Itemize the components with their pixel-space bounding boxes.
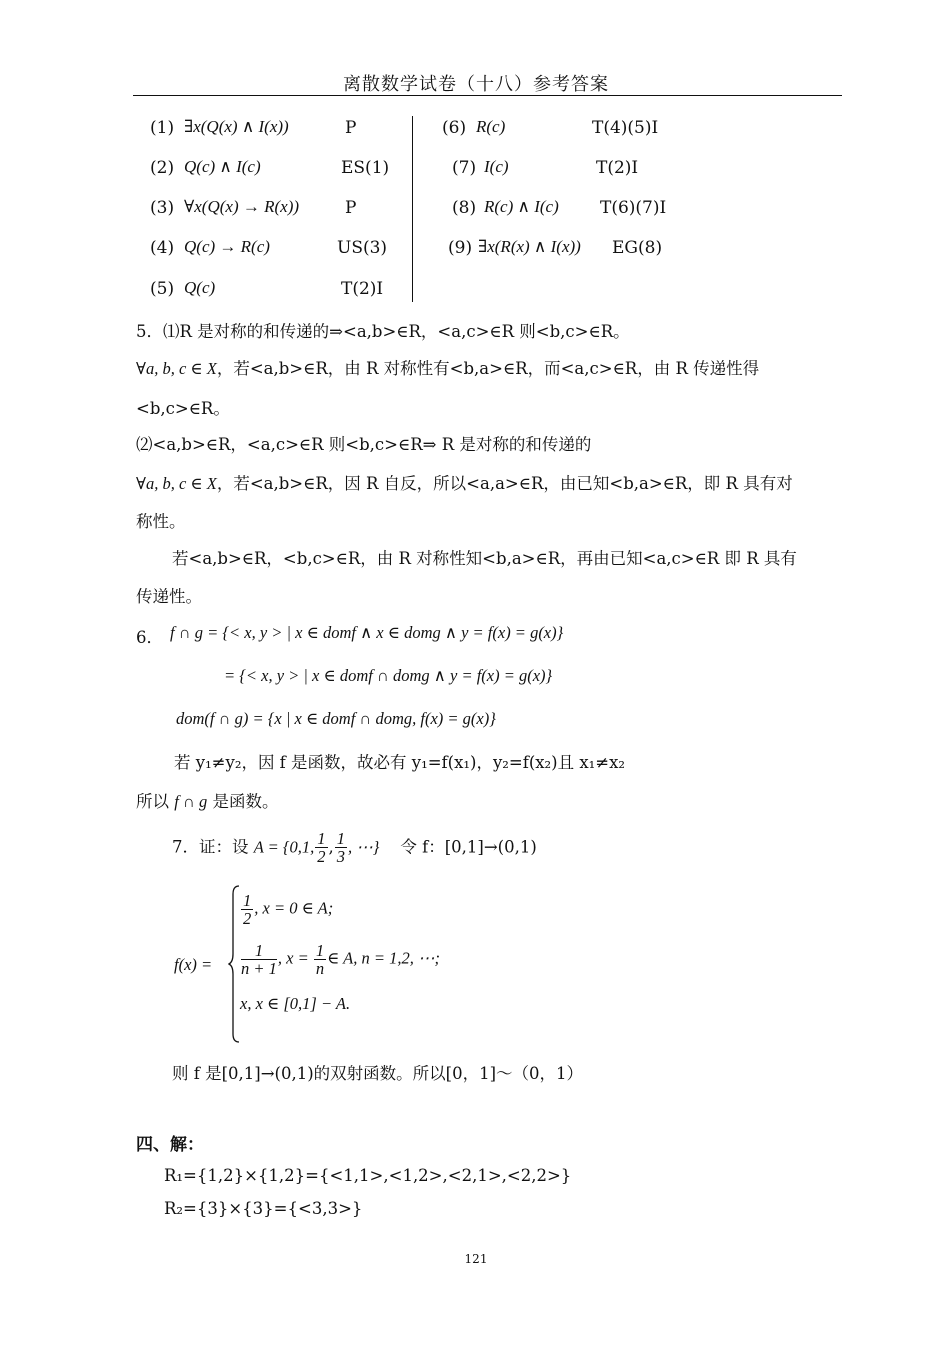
sec7-case3: x, x ∈ [0,1] − A. — [240, 994, 351, 1013]
proof-step-rule: T(2)I — [596, 158, 639, 178]
case2-frac2: $\frac{1}{n}$ — [315, 941, 325, 979]
proof-step-rule: US(3) — [337, 238, 388, 258]
sec6-line5 — [136, 788, 279, 812]
proof-step-rule: P — [345, 198, 357, 218]
proof-step-num: (3) — [150, 198, 175, 218]
sec5-line5 — [136, 470, 793, 494]
sec6-fg: f ∩ g — [174, 792, 208, 811]
page-number: 121 — [464, 1252, 488, 1266]
sec5-line3: <b,c>∈R。 — [136, 399, 230, 418]
sec5-line1: 5．⑴R 是对称的和传递的⇒<a,b>∈R，<a,c>∈R 则<b,c>∈R。 — [136, 322, 630, 341]
proof-step-num: (5) — [150, 279, 175, 299]
sec7-frac-third: $\frac{1}{3}$ — [336, 829, 346, 867]
sec6-eq2: = {< x, y > | x ∈ domf ∩ domg ∧ y = f(x) = g(x)} — [224, 666, 553, 685]
sec5-line4: ⑵<a,b>∈R，<a,c>∈R 则<b,c>∈R⇒ R 是对称的和传递的 — [136, 435, 592, 454]
sec4-r2: R₂={3}×{3}={<3,3>} — [164, 1199, 363, 1218]
sec5-forall: ∀a, b, c ∈ X — [136, 474, 217, 493]
proof-step-formula: ∀x(Q(x) → R(x)) — [184, 197, 300, 216]
proof-step-rule: T(6)(7)I — [600, 198, 667, 218]
sec5-line6: 称性。 — [136, 512, 186, 531]
sec5-line7: 若<a,b>∈R，<b,c>∈R，由 R 对称性知<b,a>∈R，再由已知<a,c>∈R 即 R 具有 — [172, 549, 797, 568]
sec4-title: 四、解： — [136, 1135, 204, 1155]
sec7-fx: f(x) = — [174, 955, 213, 974]
proof-step-rule: T(4)(5)I — [592, 118, 659, 138]
proof-step-num: (7) — [452, 158, 477, 178]
proof-step-formula: R(c) — [476, 117, 506, 136]
sec6-eq3: dom(f ∩ g) = {x | x ∈ domf ∩ domg, f(x) = g(x)} — [176, 709, 496, 728]
sec7-setA-pre: A = {0,1, — [253, 837, 315, 857]
proof-step-formula: Q(c) — [184, 278, 216, 297]
sec7-map: 令 f：[0,1]→(0,1) — [400, 837, 537, 857]
case1-frac: $\frac{1}{2}$ — [243, 891, 252, 929]
proof-step-rule: EG(8) — [612, 238, 663, 258]
sec6-conclusion: 是函数。 — [212, 792, 279, 811]
sec6-so: 所以 — [136, 792, 169, 811]
sec4-r1: R₁={1,2}×{1,2}={<1,1>,<1,2>,<2,1>,<2,2>} — [164, 1166, 572, 1185]
sec6-line4: 若 y₁≠y₂，因 f 是函数，故必有 y₁=f(x₁)，y₂=f(x₂)且 x₁≠x₂ — [174, 753, 626, 772]
proof-step-num: (9) — [448, 238, 473, 258]
proof-step-rule: P — [345, 118, 357, 138]
proof-step-formula: ∃x(Q(x) ∧ I(x)) — [184, 117, 289, 136]
proof-step-formula: ∃x(R(x) ∧ I(x)) — [478, 237, 581, 256]
sec7-intro-line: 7．证：设 A = {0,1, $\frac{1}{2}$ , $\frac{1}{3}$ , ⋯} 令 f：[0,1]→(0,1) — [172, 829, 537, 867]
sec7-case2: $\frac{1}{n + 1}$ , x = $\frac{1}{n}$ ∈ A, n = 1,2, ⋯; — [241, 941, 440, 979]
sec7-intro: 7．证：设 — [172, 837, 249, 857]
proof-step-num: (8) — [452, 198, 477, 218]
page-header: 离散数学试卷（十八）参考答案 — [343, 74, 609, 95]
sec6-eq1: f ∩ g = {< x, y > | x ∈ domf ∧ x ∈ domg ∧ y = f(x) = g(x)} — [170, 623, 564, 642]
sec5-line2-text: ，若<a,b>∈R，由 R 对称性有<b,a>∈R，而<a,c>∈R，由 R 传递性得 — [216, 359, 760, 378]
proof-step-formula: R(c) ∧ I(c) — [484, 197, 559, 216]
sec7-case1: $\frac{1}{2}$ , x = 0 ∈ A; — [243, 891, 334, 929]
sec5-line2 — [136, 355, 759, 379]
proof-step-formula: Q(c) → R(c) — [184, 237, 270, 256]
sec7-frac-half: $\frac{1}{2}$ — [317, 829, 326, 867]
proof-step-num: (4) — [150, 238, 175, 258]
proof-divider — [412, 116, 413, 302]
proof-step-formula: I(c) — [484, 157, 509, 176]
proof-step-rule: T(2)I — [341, 279, 384, 299]
sec6-label: 6． — [136, 628, 163, 647]
proof-step-formula: Q(c) ∧ I(c) — [184, 157, 261, 176]
sec5-line5-text: ，若<a,b>∈R，因 R 自反，所以<a,a>∈R，由已知<b,a>∈R，即 R 具有对 — [216, 474, 793, 493]
sec7-conclusion: 则 f 是[0,1]→(0,1)的双射函数。所以[0，1]～（0，1） — [172, 1064, 584, 1083]
header-rule — [133, 95, 842, 96]
case2-frac: $\frac{1}{n + 1}$ — [241, 941, 277, 979]
sec5-forall: ∀a, b, c ∈ X — [136, 359, 217, 378]
proof-step-num: (1) — [150, 118, 175, 138]
proof-step-num: (2) — [150, 158, 175, 178]
proof-step-num: (6) — [442, 118, 467, 138]
sec7-setA-post: , ⋯} — [348, 837, 380, 857]
proof-step-rule: ES(1) — [341, 158, 390, 178]
sec5-line8: 传递性。 — [136, 587, 202, 606]
